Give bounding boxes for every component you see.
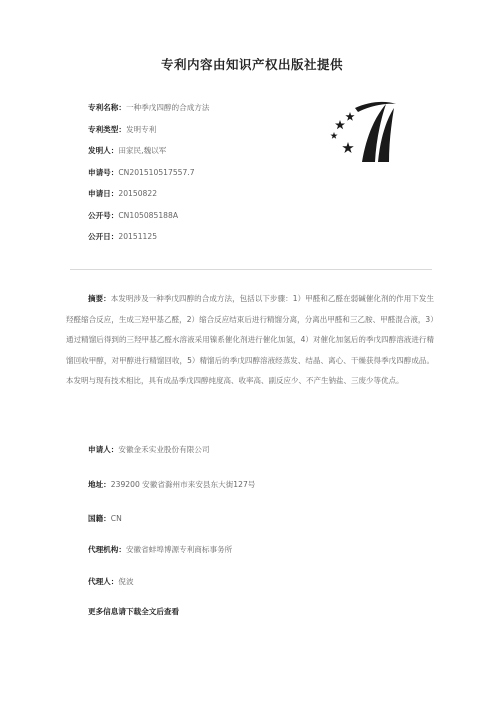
- meta-value: CN201510517557.7: [118, 167, 195, 177]
- address-value: 239200 安徽省滁州市来安县东大街127号: [110, 480, 256, 489]
- agency-row: [88, 544, 232, 555]
- meta-label: 申请号：: [88, 167, 119, 177]
- meta-value: 20150822: [118, 189, 158, 198]
- meta-label: 公开号：: [88, 210, 119, 220]
- meta-label: 专利名称：: [88, 103, 126, 112]
- address-label: 地址：: [88, 480, 111, 489]
- meta-label: 发明人：: [88, 146, 119, 155]
- agent-label: 代理人：: [88, 577, 119, 586]
- cnipa-logo-icon: [328, 98, 408, 168]
- meta-application-date: [88, 183, 210, 205]
- agency-value: 安徽省蚌埠博源专利商标事务所: [125, 545, 233, 554]
- address-row: [88, 479, 255, 490]
- more-info-note: 更多信息请下载全文后查看: [88, 607, 180, 616]
- agent-value: 倪波: [118, 577, 134, 586]
- meta-value: 田家民,魏以军: [118, 146, 167, 155]
- meta-publication-number: [88, 205, 210, 227]
- meta-label: 申请日：: [88, 189, 119, 198]
- meta-application-number: [88, 162, 210, 184]
- abstract-paragraph: [66, 289, 434, 392]
- meta-value: CN105085188A: [118, 210, 179, 220]
- meta-inventor: [88, 140, 210, 162]
- meta-publication-date: [88, 226, 210, 248]
- applicant-value: 安徽金禾实业股份有限公司: [118, 445, 210, 454]
- meta-label: 专利类型：: [88, 124, 126, 134]
- meta-patent-name: [88, 97, 210, 119]
- meta-value: 20151125: [118, 232, 158, 241]
- meta-label: 公开日：: [88, 232, 119, 241]
- country-row: [88, 513, 122, 524]
- meta-patent-type: [88, 119, 210, 141]
- applicant-row: [88, 444, 210, 455]
- country-value: CN: [110, 514, 122, 523]
- abstract-text: 本发明涉及一种季戊四醇的合成方法，包括以下步骤：1）甲醛和乙醛在弱碱催化剂的作用下发生羟醛缩合反应，生成三羟甲基乙醛，2）缩合反应结束后进行精馏分离，分离出甲醛和三乙胺、甲醛混合液，3）通过精馏后得到的三羟甲基乙醛水溶液采用镍系催化剂进行催化加氢，4）对催化加氢后的季戊四醇溶液进行精馏回收甲醇，对甲醇进行精馏回收，5）精馏后的季戊四醇溶液经蒸发、结晶、离心、干燥获得季戊四醇成品。本发明与现有技术相比，具有成品季戊四醇纯度高、收率高、副反应少、不产生钠盐、三废少等优点。: [66, 294, 434, 386]
- page-title: 专利内容由知识产权出版社提供: [160, 57, 343, 72]
- country-label: 国籍：: [88, 514, 111, 523]
- abstract-section: [66, 289, 434, 392]
- meta-value: 发明专利: [125, 124, 157, 134]
- section-divider: [70, 269, 432, 270]
- patent-meta: [88, 97, 210, 248]
- agent-row: [88, 576, 134, 587]
- abstract-label: 摘要：: [88, 294, 111, 303]
- applicant-label: 申请人：: [88, 445, 119, 454]
- meta-value: 一种季戊四醇的合成方法: [125, 103, 210, 112]
- agency-label: 代理机构：: [88, 545, 126, 554]
